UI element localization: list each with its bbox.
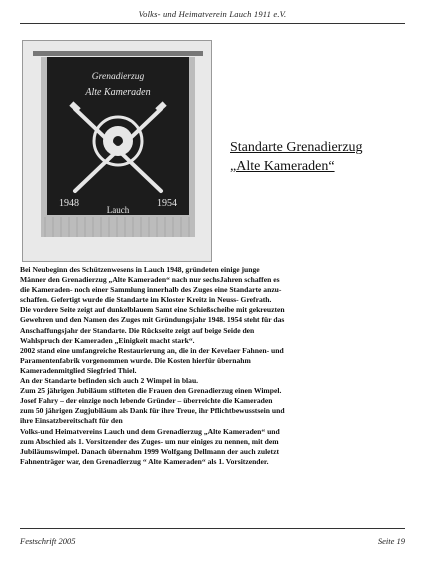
banner-place: Lauch — [106, 205, 130, 215]
banner-top-text: Grenadierzug — [91, 72, 145, 82]
body-line: Fahnenträger war, den Grenadierzug “ Alte Kameraden“ als 1. Vorsitzender. — [20, 456, 269, 466]
body-line: schaffen. Gefertigt wurde die Standarte im Kloster Kreitz in Neuss- Grefrath. — [20, 295, 272, 305]
header-title: Volks- und Heimatverein Lauch 1911 e.V. — [138, 9, 287, 19]
photo-caption — [230, 138, 410, 176]
body-line: Anschaffungsjahr der Standarte. Die Rückseite zeigt auf beige Seide den — [20, 325, 255, 335]
page-number: Seite 19 — [377, 536, 405, 546]
banner-year-left: 1948 — [59, 198, 79, 209]
page-footer — [20, 528, 405, 558]
body-line: Wahlspruch der Kameraden „Einigkeit macht stark“. — [20, 335, 195, 345]
banner-fringe-left — [41, 57, 47, 217]
banner-fringe-right — [189, 57, 195, 217]
body-line: Bei Neubeginn des Schützenwesens in Lauch 1948, gründeten einige junge — [20, 265, 260, 274]
body-line: Zum 25 jährigen Jubiläum stifteten die Frauen den Grenadierzug einen Wimpel. — [20, 386, 282, 396]
body-line: Die vordere Seite zeigt auf dunkelblauem Samt eine Schießscheibe mit gekreuzten — [20, 305, 285, 315]
page-header — [20, 4, 405, 26]
body-line: ihre Einsatzbereitschaft für den — [20, 416, 123, 426]
banner-sub-text: Alte Kameraden — [85, 87, 151, 98]
body-line: Josef Fahry – der einzige noch lebende Gründer – überreichte die Kameraden — [20, 396, 273, 406]
footer-divider — [20, 528, 405, 529]
body-line: An der Standarte befinden sich auch 2 Wimpel in blau. — [20, 376, 199, 386]
body-line: Paramentenfabrik vorgenommen wurde. Die Kosten hierfür übernahm — [20, 355, 251, 365]
body-line: zum Abschied als 1. Vorsitzender des Zuges- um nur einiges zu nennen, mit dem — [20, 436, 279, 446]
body-line: Kameradenmitglied Siegfried Thiel. — [20, 365, 137, 375]
banner-photo — [22, 40, 212, 262]
body-line: Jubiläumswimpel. Danach übernahm 1999 Wolfgang Dellmann der auch zuletzt — [20, 446, 279, 456]
body-line: Volks-und Heimatvereins Lauch und dem Grenadierzug „Alte Kameraden“ und — [20, 426, 280, 436]
body-line: Gewehren und den Namen des Zuges mit Gründungsjahr 1948. 1954 steht für das — [20, 315, 285, 325]
body-line: Männer den Grenadierzug „Alte Kameraden“ nach nur sechsJahren schaffen es — [20, 275, 280, 285]
banner-fringe-bottom — [41, 215, 195, 237]
body-line: 2002 stand eine umfangreiche Restaurierung an, die in der Kevelaer Fahnen- und — [20, 345, 284, 355]
caption-line-1: Standarte Grenadierzug — [230, 140, 363, 155]
banner-year-right: 1954 — [157, 198, 177, 209]
footer-publication: Festschrift 2005 — [20, 536, 76, 546]
caption-line-2: „Alte Kameraden“ — [230, 159, 335, 174]
body-line: die Kameraden- noch einer Sammlung innerhalb des Zuges eine Standarte anzu- — [20, 285, 282, 295]
body-line: zum 50 jährigen Zugjubiläum als Dank für ihre Treue, ihr Pflichtbewusstsein und — [20, 406, 285, 416]
article-body — [20, 265, 407, 467]
header-divider — [20, 23, 405, 24]
